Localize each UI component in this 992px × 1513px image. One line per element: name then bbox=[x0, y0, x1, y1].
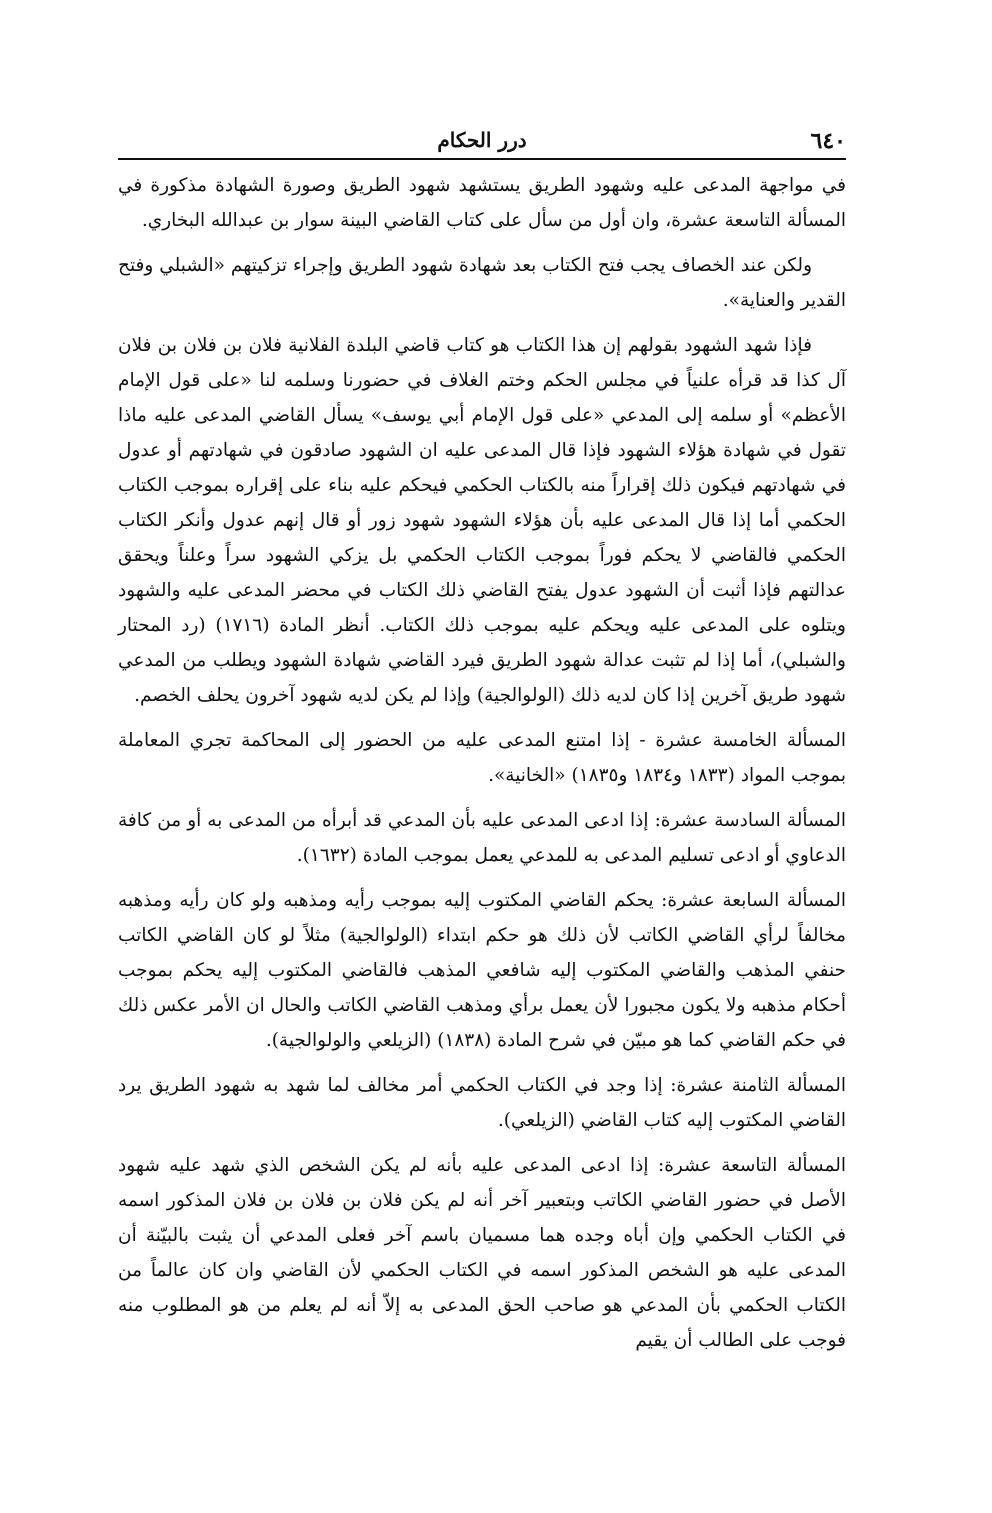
paragraph: في مواجهة المدعى عليه وشهود الطريق يستشهد شهود الطريق وصورة الشهادة مذكورة في المسألة التاسعة عشرة، وان أول من سأل على كتاب القاضي البينة سوار بن عبدالله البخاري. bbox=[118, 175, 846, 231]
paragraph: ولكن عند الخصاف يجب فتح الكتاب بعد شهادة شهود الطريق وإجراء تزكيتهم «الشبلي وفتح القدير والعناية». bbox=[118, 255, 846, 311]
paragraph: المسألة السادسة عشرة: إذا ادعى المدعى عليه بأن المدعي قد أبرأه من المدعى به أو من كافة الدعاوي أو ادعى تسليم المدعى به للمدعي يعمل بموجب المادة (١٦٣٢). bbox=[118, 810, 846, 866]
paragraph: المسألة السابعة عشرة: يحكم القاضي المكتوب إليه بموجب رأيه ومذهبه ولو كان رأيه ومذهبه مخالفاً لرأي القاضي الكاتب لأن ذلك هو حكم ابتداء (الولوالجية) مثلاً لو كان القاضي الكاتب حنفي المذهب والقاضي المكتوب إليه شافعي المذهب فالقاضي المكتوب إليه يحكم بموجب أحكام مذهبه ولا يكون مجبورا لأن يعمل برأي ومذهب القاضي الكاتب والحال ان الأمر عكس ذلك في حكم القاضي كما هو مبيّن في شرح المادة (١٨٣٨) (الزيلعي والولوالجية). bbox=[118, 890, 846, 1051]
page-number: ٦٤٠ bbox=[810, 128, 846, 154]
paragraph: المسألة التاسعة عشرة: إذا ادعى المدعى عليه بأنه لم يكن الشخص الذي شهد عليه شهود الأصل في حضور القاضي الكاتب وبتعبير آخر أنه لم يكن فلان بن فلان بن فلان المذكور اسمه في الكتاب الحكمي وإن أباه وجده هما مسميان باسم آخر فعلى المدعي أن يثبت بالبيّنة أن المدعى عليه هو الشخص المذكور اسمه في الكتاب الحكمي لأن القاضي وان كان عالماً من الكتاب الحكمي بأن المدعي هو صاحب الحق المدعى به إلاّ أنه لم يعلم من هو المطلوب منه فوجب على الطالب أن يقيم bbox=[118, 1155, 846, 1351]
running-title: درر الحكام bbox=[437, 128, 527, 152]
paragraph: المسألة الثامنة عشرة: إذا وجد في الكتاب الحكمي أمر مخالف لما شهد به شهود الطريق يرد القاضي المكتوب إليه كتاب القاضي (الزيلعي). bbox=[118, 1075, 846, 1131]
body-text bbox=[118, 168, 846, 1368]
paragraph: فإذا شهد الشهود بقولهم إن هذا الكتاب هو كتاب قاضي البلدة الفلانية فلان بن فلان بن فلان آل كذا قد قرأه علنياً في مجلس الحكم وختم الغلاف في حضورنا وسلمه لنا «على قول الإمام الأعظم» أو سلمه إلى المدعي «على قول الإمام أبي يوسف» يسأل القاضي المدعى عليه ماذا تقول في شهادة هؤلاء الشهود فإذا قال المدعى عليه ان الشهود صادقون في شهادتهم أو عدول في شهادتهم فيكون ذلك إقراراً منه بالكتاب الحكمي فيحكم عليه بناء على إقراره بموجب الكتاب الحكمي أما إذا قال المدعى عليه بأن هؤلاء الشهود شهود زور أو قال إنهم عدول وأنكر الكتاب الحكمي فالقاضي لا يحكم فوراً بموجب الكتاب الحكمي بل يزكي الشهود سراً وعلناً ويحقق عدالتهم فإذا أثبت أن الشهود عدول يفتح القاضي ذلك الكتاب في محضر المدعى عليه والشهود ويتلوه على المدعى عليه ويحكم عليه بموجب ذلك الكتاب. أنظر المادة (١٧١٦) (رد المحتار والشبلي)، أما إذا لم تثبت عدالة شهود الطريق فيرد القاضي شهادة الشهود ويطلب من المدعي شهود طريق آخرين إذا كان لديه ذلك (الولوالجية) وإذا لم يكن لديه شهود آخرون يحلف الخصم. bbox=[118, 335, 846, 706]
paragraph: المسألة الخامسة عشرة - إذا امتنع المدعى عليه من الحضور إلى المحاكمة تجري المعاملة بموجب المواد (١٨٣٣ و١٨٣٤ و١٨٣٥) «الخانية». bbox=[118, 730, 846, 786]
page-header bbox=[118, 124, 846, 160]
